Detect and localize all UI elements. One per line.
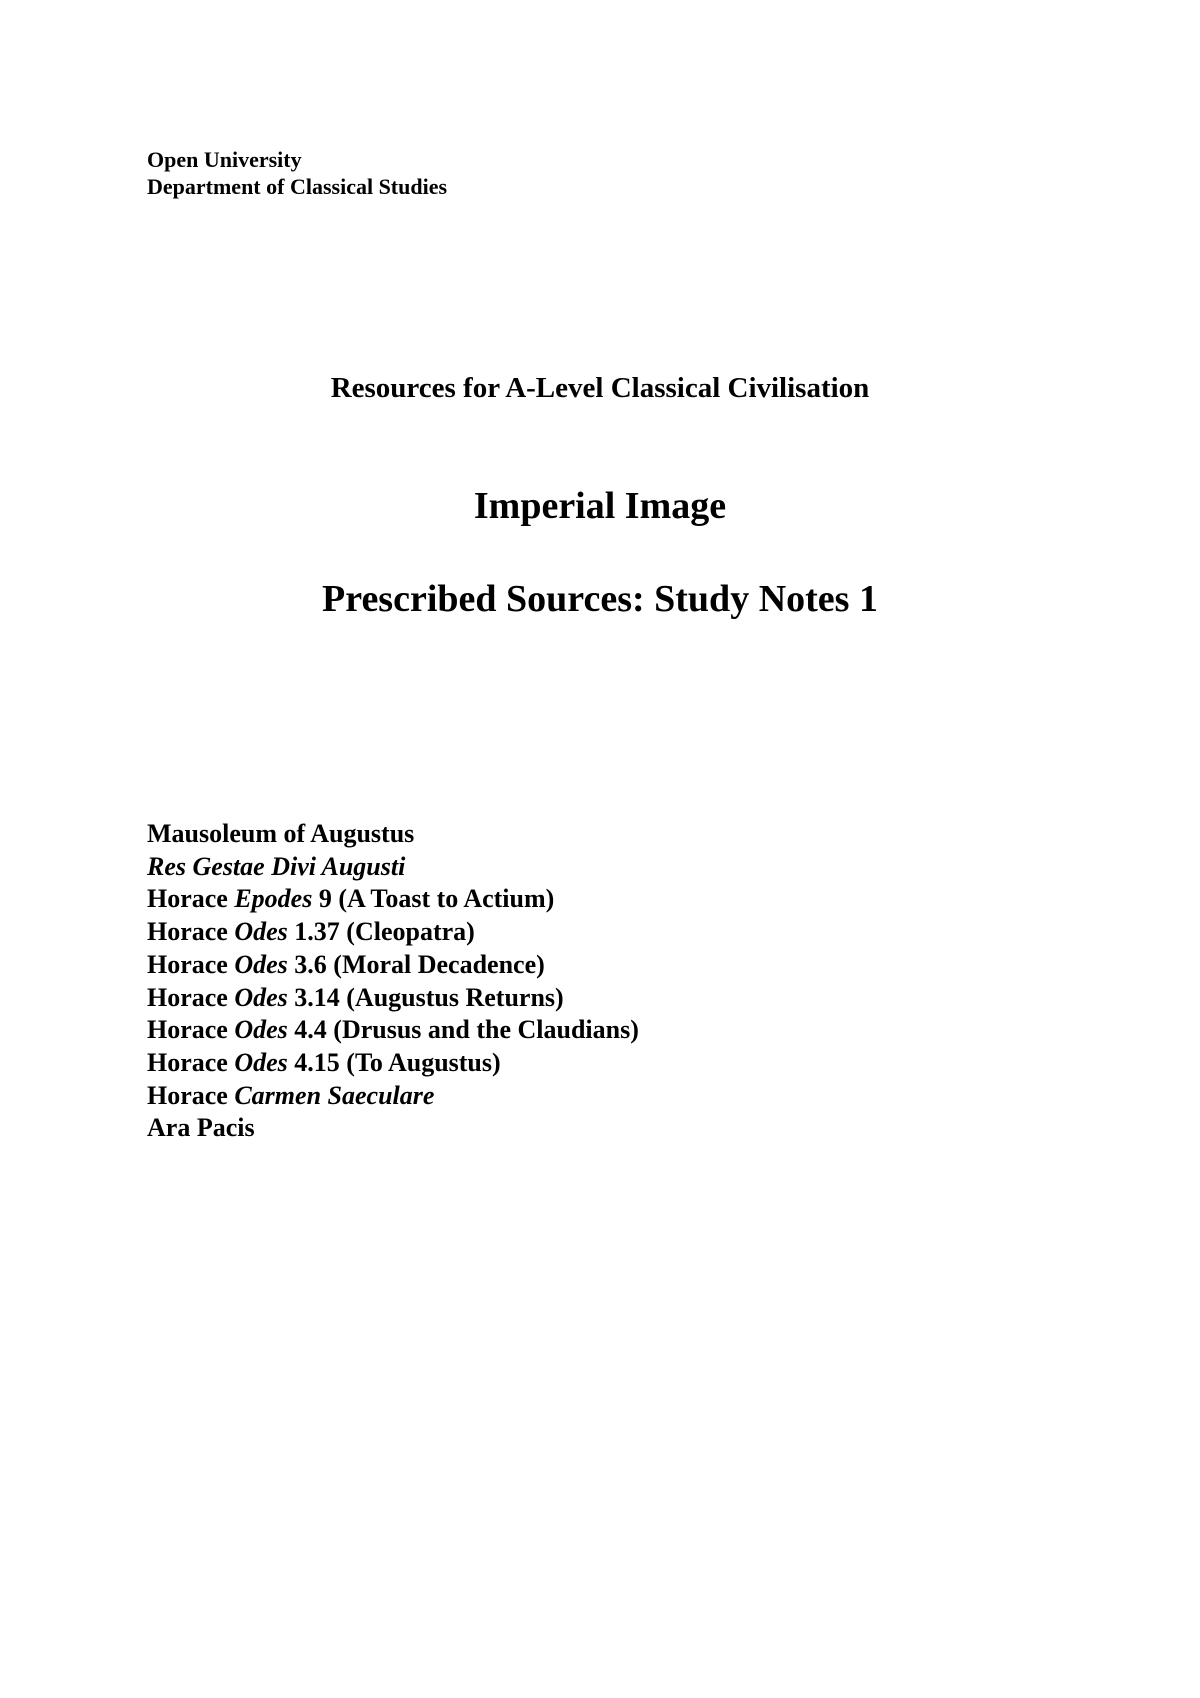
course-subtitle: Resources for A-Level Classical Civilisation: [330, 372, 870, 404]
list-item: Horace Odes 4.15 (To Augustus): [147, 1047, 501, 1077]
list-item: Horace Epodes 9 (A Toast to Actium): [147, 884, 555, 914]
list-item: Horace Odes 4.4 (Drusus and the Claudians): [147, 1015, 639, 1045]
list-item: Horace Odes 3.14 (Augustus Returns): [147, 982, 564, 1012]
list-item: Ara Pacis: [147, 1113, 255, 1143]
sources-list: [147, 818, 639, 1145]
section-title: Prescribed Sources: Study Notes 1: [322, 578, 878, 620]
list-item: Res Gestae Divi Augusti: [147, 851, 406, 881]
list-item: Mausoleum of Augustus: [147, 819, 415, 848]
list-item: Horace Odes 3.6 (Moral Decadence): [147, 949, 545, 979]
document-header: [147, 146, 447, 200]
list-item: Horace Odes 1.37 (Cleopatra): [147, 917, 475, 947]
page-title: Imperial Image: [473, 485, 727, 527]
institution-name: Open University: [147, 147, 302, 172]
department-name: Department of Classical Studies: [147, 174, 448, 199]
list-item: Horace Carmen Saeculare: [147, 1080, 435, 1110]
